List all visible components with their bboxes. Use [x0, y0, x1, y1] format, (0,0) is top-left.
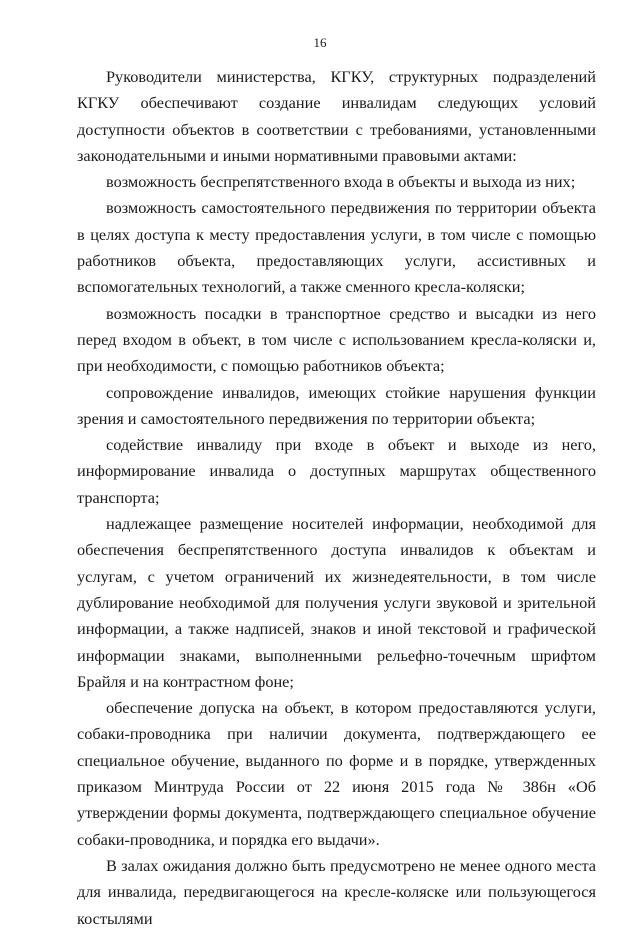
document-body: [77, 64, 596, 932]
paragraph-intro: Руководители министерства, КГКУ, структурных подразделений КГКУ обеспечивают создание инвалидам следующих условий доступности объектов в соответствии с требованиями, установленными законодательными и иными нормативными правовыми актами:: [77, 67, 596, 165]
paragraph-escort: сопровождение инвалидов, имеющих стойкие нарушения функции зрения и самостоятельного передвижения по территории объекта;: [77, 382, 596, 428]
paragraph-assistance: содействие инвалиду при входе в объект и выходе из него, информирование инвалида о доступных маршрутах общественного транспорта;: [77, 435, 596, 507]
page-number: 16: [313, 35, 327, 50]
paragraph-information: надлежащее размещение носителей информации, необходимой для обеспечения беспрепятственного доступа инвалидов к объектам и услугам, с учетом ограничений их жизнедеятельности, в том числе дублирование необходимой для получения услуги звуковой и зрительной информации, а также надписей, знаков и иной текстовой и графической информации знаками, выполненными рельефно-точечным шрифтом Брайля и на контрастном фоне;: [77, 514, 596, 691]
paragraph-entry-exit: возможность беспрепятственного входа в объекты и выхода из них;: [106, 172, 576, 192]
paragraph-movement: возможность самостоятельного передвижения по территории объекта в целях доступа к месту предоставления услуги, в том числе с помощью работников объекта, предоставляющих услуги, ассистивных и вспомогательных технологий, а также сменного кресла-коляски;: [77, 198, 596, 297]
paragraph-guide-dog: обеспечение допуска на объект, в котором предоставляются услуги, собаки-проводника при наличии документа, подтверждающего ее специальное обучение, выданного по форме и в порядке, утвержденных приказом Минтруда России от 22 июня 2015 года № 386н «Об утверждении формы документа, подтверждающего специальное обучение собаки-проводника, и порядка его выдачи».: [77, 698, 596, 849]
paragraph-transport: возможность посадки в транспортное средство и высадки из него перед входом в объект, в том числе с использованием кресла-коляски и, при необходимости, с помощью работников объекта;: [77, 303, 596, 376]
paragraph-waiting-rooms: В залах ожидания должно быть предусмотрено не менее одного места для инвалида, передвигающегося на кресле-коляске или пользующегося костылями: [77, 855, 596, 928]
